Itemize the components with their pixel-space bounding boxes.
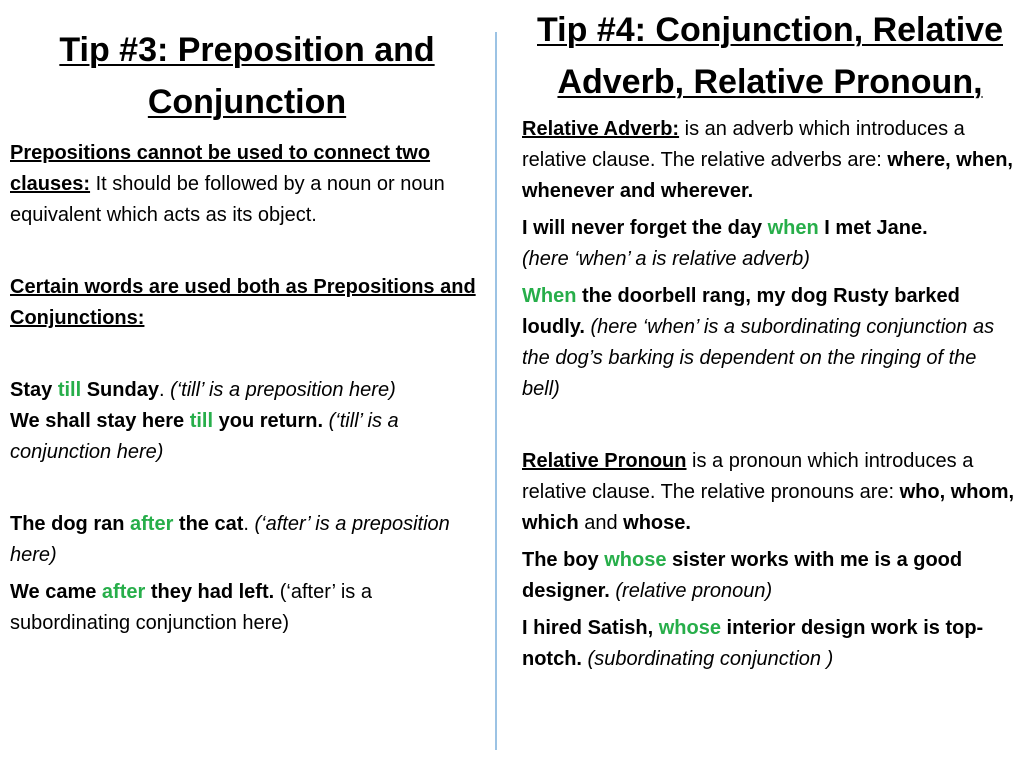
example-text: I hired Satish, xyxy=(522,617,659,639)
left-column xyxy=(10,0,484,639)
keyword-highlight: till xyxy=(189,410,214,432)
example-when-conjunction xyxy=(522,281,1018,405)
relative-adverb-definition xyxy=(522,114,1018,207)
example-whose-conjunction xyxy=(522,613,1018,675)
example-text: The boy xyxy=(522,549,605,571)
relative-pronoun-term: Relative Pronoun xyxy=(522,450,687,472)
keyword-highlight: whose xyxy=(604,549,667,571)
keyword-highlight: whose xyxy=(658,617,721,639)
relative-adverb-list: where, when, whenever and wherever. xyxy=(522,149,1013,202)
relative-adverb-term: Relative Adverb: xyxy=(522,118,680,140)
example-note: (‘after’ is a preposition here) xyxy=(10,513,450,566)
relative-pronoun-definition xyxy=(522,446,1018,539)
left-title: Tip #3: Preposition and Conjunction xyxy=(59,31,435,121)
example-after-conjunction xyxy=(10,577,484,639)
preposition-rule-lead: Prepositions cannot be used to connect two clauses: xyxy=(10,142,431,195)
example-text: Stay xyxy=(10,379,58,401)
example-note: (here ‘when’ a is relative adverb) xyxy=(522,248,810,270)
relative-pronoun-list: whose. xyxy=(623,512,691,534)
punctuation: . xyxy=(158,379,171,401)
example-text: The dog ran xyxy=(10,513,130,535)
example-note: (relative pronoun) xyxy=(609,580,773,602)
right-column xyxy=(522,0,1018,675)
column-divider xyxy=(495,32,497,750)
example-till-conjunction xyxy=(10,406,484,468)
keyword-highlight: after xyxy=(101,581,146,603)
example-note: (here ‘when’ is a subordinating conjunction as the dog’s barking is dependent on the ringing of the bell) xyxy=(522,316,995,400)
example-text: I will never forget the day xyxy=(522,217,768,239)
dual-words-heading xyxy=(10,272,484,334)
example-text: the cat xyxy=(173,513,244,535)
example-text: I met Jane. xyxy=(818,217,928,239)
definition-text: and xyxy=(578,512,624,534)
example-note: (subordinating conjunction ) xyxy=(582,648,834,670)
preposition-rule-paragraph xyxy=(10,138,484,231)
keyword-highlight: after xyxy=(130,513,174,535)
definition-text: is a pronoun which introduces a relative clause. The relative pronouns are: xyxy=(522,450,974,503)
example-when-adverb xyxy=(522,213,1018,275)
keyword-highlight: when xyxy=(767,217,819,239)
example-note: (‘after’ is a subordinating conjunction here) xyxy=(10,581,372,634)
right-title: Tip #4: Conjunction, Relative Adverb, Relative Pronoun, xyxy=(537,11,1003,101)
punctuation: . xyxy=(243,513,255,535)
example-text: We shall stay here xyxy=(10,410,190,432)
example-text: they had left. xyxy=(145,581,275,603)
example-whose-pronoun xyxy=(522,545,1018,607)
keyword-highlight: till xyxy=(57,379,82,401)
dual-words-text: Certain words are used both as Prepositions and Conjunctions: xyxy=(10,276,476,329)
example-text: you return. xyxy=(213,410,324,432)
example-note: (‘till’ is a conjunction here) xyxy=(10,410,399,463)
example-text: sister works with me is a good designer. xyxy=(522,549,963,602)
example-text: interior design work is top-notch. xyxy=(522,617,984,670)
example-text: Sunday xyxy=(81,379,159,401)
example-note: (‘till’ is a preposition here) xyxy=(170,379,396,401)
keyword-highlight: When xyxy=(522,285,577,307)
example-after-preposition xyxy=(10,509,484,571)
relative-pronoun-list: who, whom, which xyxy=(522,481,1015,534)
example-till-preposition xyxy=(10,375,484,406)
preposition-rule-text: It should be followed by a noun or noun equivalent which acts as its object. xyxy=(10,173,445,226)
definition-text: is an adverb which introduces a relative clause. The relative adverbs are: xyxy=(522,118,965,171)
example-text: We came xyxy=(10,581,102,603)
example-text: the doorbell rang, my dog Rusty barked loudly. xyxy=(522,285,960,338)
